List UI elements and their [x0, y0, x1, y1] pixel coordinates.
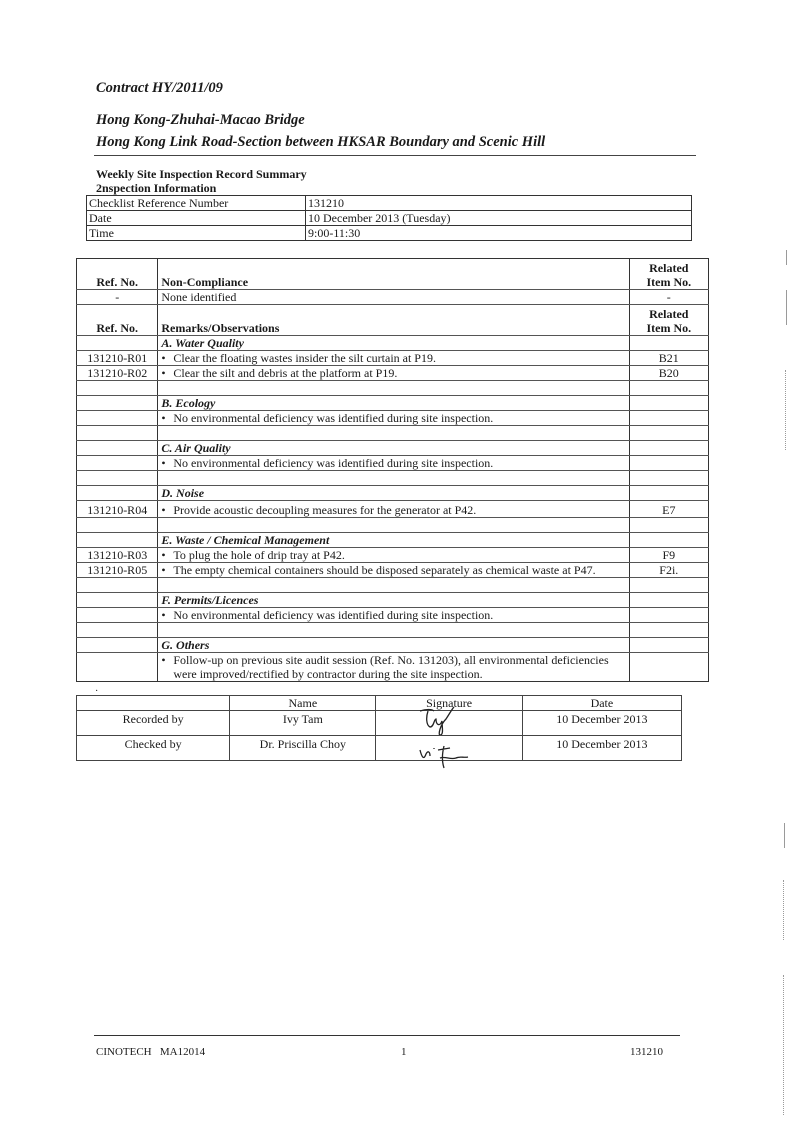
- remark-text: • To plug the hole of drip tray at P42.: [158, 548, 629, 563]
- signer-name: Ivy Tam: [230, 711, 376, 736]
- inspection-info-table: [86, 195, 692, 241]
- ref-no: 131210-R02: [77, 366, 158, 381]
- section-title-air-quality: C. Air Quality: [158, 441, 629, 456]
- sign-date: 10 December 2013: [522, 736, 681, 761]
- table-row: [77, 653, 709, 682]
- bullet-icon: •: [161, 351, 166, 365]
- related-item: [629, 653, 708, 682]
- remark-text: • No environmental deficiency was identified during site inspection.: [158, 411, 629, 426]
- section-title-noise: D. Noise: [158, 486, 629, 501]
- bullet-icon: •: [161, 366, 166, 380]
- table-row: [77, 563, 709, 578]
- spacer-row: [77, 578, 709, 593]
- section-title-ecology: B. Ecology: [158, 396, 629, 411]
- ref-no: 131210-R01: [77, 351, 158, 366]
- info-value: 9:00-11:30: [306, 226, 692, 241]
- ref-no: -: [77, 290, 158, 305]
- bullet-icon: •: [161, 503, 166, 517]
- scan-artifact: [785, 370, 786, 450]
- related-item: B20: [629, 366, 708, 381]
- section-title-waste-chemical: E. Waste / Chemical Management: [158, 533, 629, 548]
- signature-table: [76, 695, 682, 761]
- spacer-row: [77, 471, 709, 486]
- info-row-time: [87, 226, 692, 241]
- remark-text: • Provide acoustic decoupling measures for the generator at P42.: [158, 501, 629, 518]
- bullet-icon: •: [161, 548, 166, 562]
- info-value: 131210: [306, 196, 692, 211]
- bullet-icon: •: [161, 411, 166, 425]
- section-heading-row: [77, 486, 709, 501]
- signature-row-checked: [77, 736, 682, 761]
- ref-no: [77, 456, 158, 471]
- non-compliance-header: [77, 259, 709, 290]
- section-heading-row: [77, 638, 709, 653]
- ref-no: 131210-R04: [77, 501, 158, 518]
- signature-header: Signature: [376, 696, 522, 711]
- table-row: [77, 411, 709, 426]
- bullet-icon: •: [161, 608, 166, 622]
- table-row: [77, 456, 709, 471]
- section-heading-row: [77, 396, 709, 411]
- ref-no: [77, 411, 158, 426]
- date-header: Date: [522, 696, 681, 711]
- signature-cell: [376, 736, 522, 761]
- info-row-checklist: [87, 196, 692, 211]
- table-row: [77, 608, 709, 623]
- sign-date: 10 December 2013: [522, 711, 681, 736]
- section-heading-row: [77, 441, 709, 456]
- remark-text: • Clear the silt and debris at the platform at P19.: [158, 366, 629, 381]
- table-row: [77, 548, 709, 563]
- table-row: [77, 351, 709, 366]
- inspection-records-table: [76, 258, 709, 682]
- ref-no: 131210-R03: [77, 548, 158, 563]
- page-number: 1: [401, 1046, 407, 1058]
- info-label: Time: [87, 226, 306, 241]
- name-header: Name: [230, 696, 376, 711]
- bullet-icon: •: [161, 563, 166, 577]
- spacer-row: [77, 623, 709, 638]
- header-divider: [94, 155, 696, 156]
- bullet-icon: •: [161, 456, 166, 470]
- spacer-row: [77, 426, 709, 441]
- handwritten-signature-icon: [416, 738, 476, 770]
- scan-artifact: [783, 880, 784, 940]
- section-title-water-quality: A. Water Quality: [158, 336, 629, 351]
- stray-mark: ·: [95, 686, 99, 697]
- info-row-date: [87, 211, 692, 226]
- related-item: B21: [629, 351, 708, 366]
- scan-artifact: [783, 975, 784, 1115]
- table-row: [77, 366, 709, 381]
- related-item: F2i.: [629, 563, 708, 578]
- spacer-row: [77, 518, 709, 533]
- related-item-header: Related Item No.: [629, 305, 708, 336]
- signature-cell: [376, 711, 522, 736]
- related-item: [629, 456, 708, 471]
- role-header: [77, 696, 230, 711]
- related-item: F9: [629, 548, 708, 563]
- project-subtitle: Hong Kong Link Road-Section between HKSAR Boundary and Scenic Hill: [96, 134, 546, 150]
- signature-row-recorded: [77, 711, 682, 736]
- remarks-heading: Remarks/Observations: [158, 305, 629, 336]
- table-row: [77, 501, 709, 518]
- ref-no-header: Ref. No.: [77, 259, 158, 290]
- related-item-header: Related Item No.: [629, 259, 708, 290]
- related-item: [629, 608, 708, 623]
- ref-no: [77, 608, 158, 623]
- signature-header-row: [77, 696, 682, 711]
- section-title-others: G. Others: [158, 638, 629, 653]
- scan-artifact: [786, 250, 787, 265]
- ref-no-header: Ref. No.: [77, 305, 158, 336]
- related-item: [629, 411, 708, 426]
- section-heading-row: [77, 593, 709, 608]
- remark-text: • Follow-up on previous site audit session (Ref. No. 131203), all environmental deficiencies were improved/rectified by contractor during the site inspection.: [158, 653, 629, 682]
- summary-title: Weekly Site Inspection Record Summary: [96, 167, 307, 181]
- signer-name: Dr. Priscilla Choy: [230, 736, 376, 761]
- non-compliance-text: None identified: [158, 290, 629, 305]
- related-item: -: [629, 290, 708, 305]
- ref-no: [77, 653, 158, 682]
- spacer-row: [77, 381, 709, 396]
- remarks-header: [77, 305, 709, 336]
- section-heading-row: [77, 533, 709, 548]
- table-row: [77, 290, 709, 305]
- scan-artifact: [784, 823, 785, 848]
- footer-company-ref: CINOTECH MA12014: [96, 1046, 206, 1058]
- project-title: Hong Kong-Zhuhai-Macao Bridge: [96, 112, 305, 128]
- remark-text: • No environmental deficiency was identified during site inspection.: [158, 608, 629, 623]
- non-compliance-heading: Non-Compliance: [158, 259, 629, 290]
- info-label: Date: [87, 211, 306, 226]
- related-item: E7: [629, 501, 708, 518]
- footer-divider: [94, 1035, 680, 1036]
- bullet-icon: •: [161, 653, 166, 667]
- footer-report-ref: 131210: [630, 1046, 663, 1058]
- section-heading-row: [77, 336, 709, 351]
- section-title-permits: F. Permits/Licences: [158, 593, 629, 608]
- ref-no: 131210-R05: [77, 563, 158, 578]
- remark-text: • Clear the floating wastes insider the silt curtain at P19.: [158, 351, 629, 366]
- handwritten-signature-icon: [416, 705, 466, 735]
- remark-text: • No environmental deficiency was identified during site inspection.: [158, 456, 629, 471]
- info-label: Checklist Reference Number: [87, 196, 306, 211]
- contract-number: Contract HY/2011/09: [96, 80, 223, 96]
- role: Checked by: [77, 736, 230, 761]
- role: Recorded by: [77, 711, 230, 736]
- info-value: 10 December 2013 (Tuesday): [306, 211, 692, 226]
- remark-text: • The empty chemical containers should be disposed separately as chemical waste at P47.: [158, 563, 629, 578]
- scan-artifact: [786, 290, 787, 325]
- inspection-info-title: 2nspection Information: [96, 181, 217, 195]
